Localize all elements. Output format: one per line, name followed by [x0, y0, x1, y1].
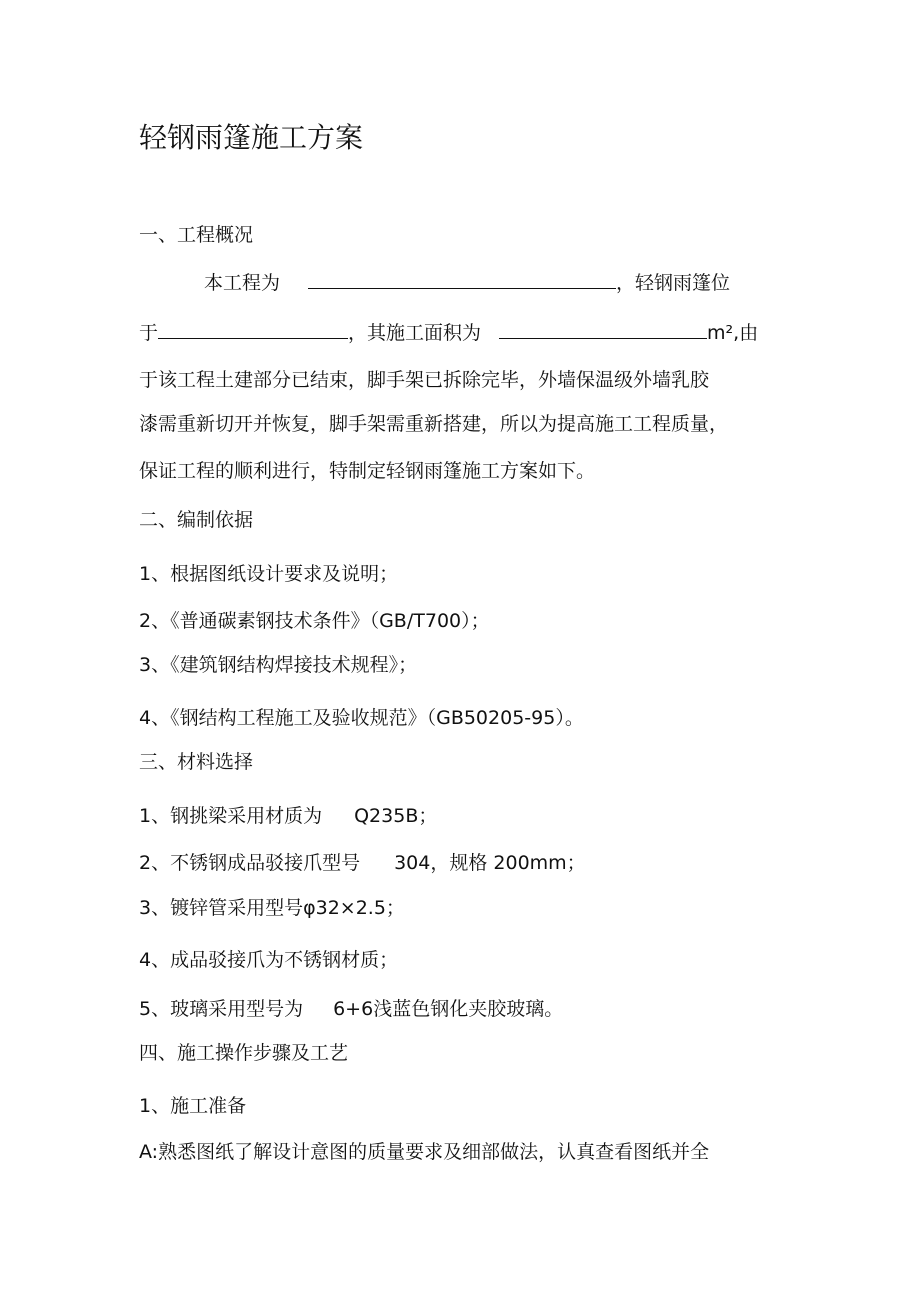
text-segment: 2、不锈钢成品驳接爪型号	[139, 852, 361, 874]
list-item: 3、镀锌管采用型号φ32×2.5；	[139, 897, 405, 919]
fill-in-blank-area	[499, 318, 707, 339]
section-2-heading: 二、编制依据	[139, 509, 254, 531]
list-item: 4、成品驳接爪为不锈钢材质；	[139, 949, 399, 971]
text-segment: ，其施工面积为	[348, 322, 482, 344]
list-item	[139, 803, 437, 829]
text-segment: 304，规格 200mm；	[394, 852, 586, 874]
paragraph-line: A:熟悉图纸了解设计意图的质量要求及细部做法，认真查看图纸并全	[139, 1141, 710, 1163]
text-segment: ，轻钢雨篷位	[616, 272, 731, 294]
text-segment: 1、钢挑梁采用材质为	[139, 805, 323, 827]
list-item	[139, 850, 586, 876]
text-segment: 本工程为	[204, 272, 281, 294]
text-segment: 5、玻璃采用型号为	[139, 998, 304, 1020]
subsection-heading: 1、施工准备	[139, 1095, 247, 1117]
fill-in-blank-project-name	[308, 268, 616, 289]
text-segment: Q235B；	[354, 805, 438, 827]
list-item: 2、《普通碳素钢技术条件》（GB/T700）；	[139, 610, 490, 632]
list-item: 1、根据图纸设计要求及说明；	[139, 563, 399, 585]
fill-in-blank-location	[158, 318, 348, 339]
paragraph-line	[139, 268, 730, 296]
paragraph-line: 漆需重新切开并恢复，脚手架需重新搭建，所以为提高施工工程质量，	[139, 413, 729, 435]
paragraph-line: 于该工程土建部分已结束，脚手架已拆除完毕，外墙保温级外墙乳胶	[139, 369, 710, 391]
text-segment: m²,由	[707, 322, 759, 344]
section-1-heading: 一、工程概况	[139, 224, 254, 246]
list-item: 3、《建筑钢结构焊接技术规程》；	[139, 654, 418, 676]
paragraph-line: 保证工程的顺利进行，特制定轻钢雨篷施工方案如下。	[139, 460, 596, 482]
section-4-heading: 四、施工操作步骤及工艺	[139, 1042, 349, 1064]
document-title: 轻钢雨篷施工方案	[139, 121, 364, 154]
list-item: 4、《钢结构工程施工及验收规范》（GB50205-95）。	[139, 707, 584, 729]
section-3-heading: 三、材料选择	[139, 751, 254, 773]
text-segment: 于	[139, 322, 159, 344]
paragraph-line	[139, 318, 758, 346]
text-segment: 6+6浅蓝色钢化夹胶玻璃。	[333, 998, 564, 1020]
list-item	[139, 996, 563, 1022]
